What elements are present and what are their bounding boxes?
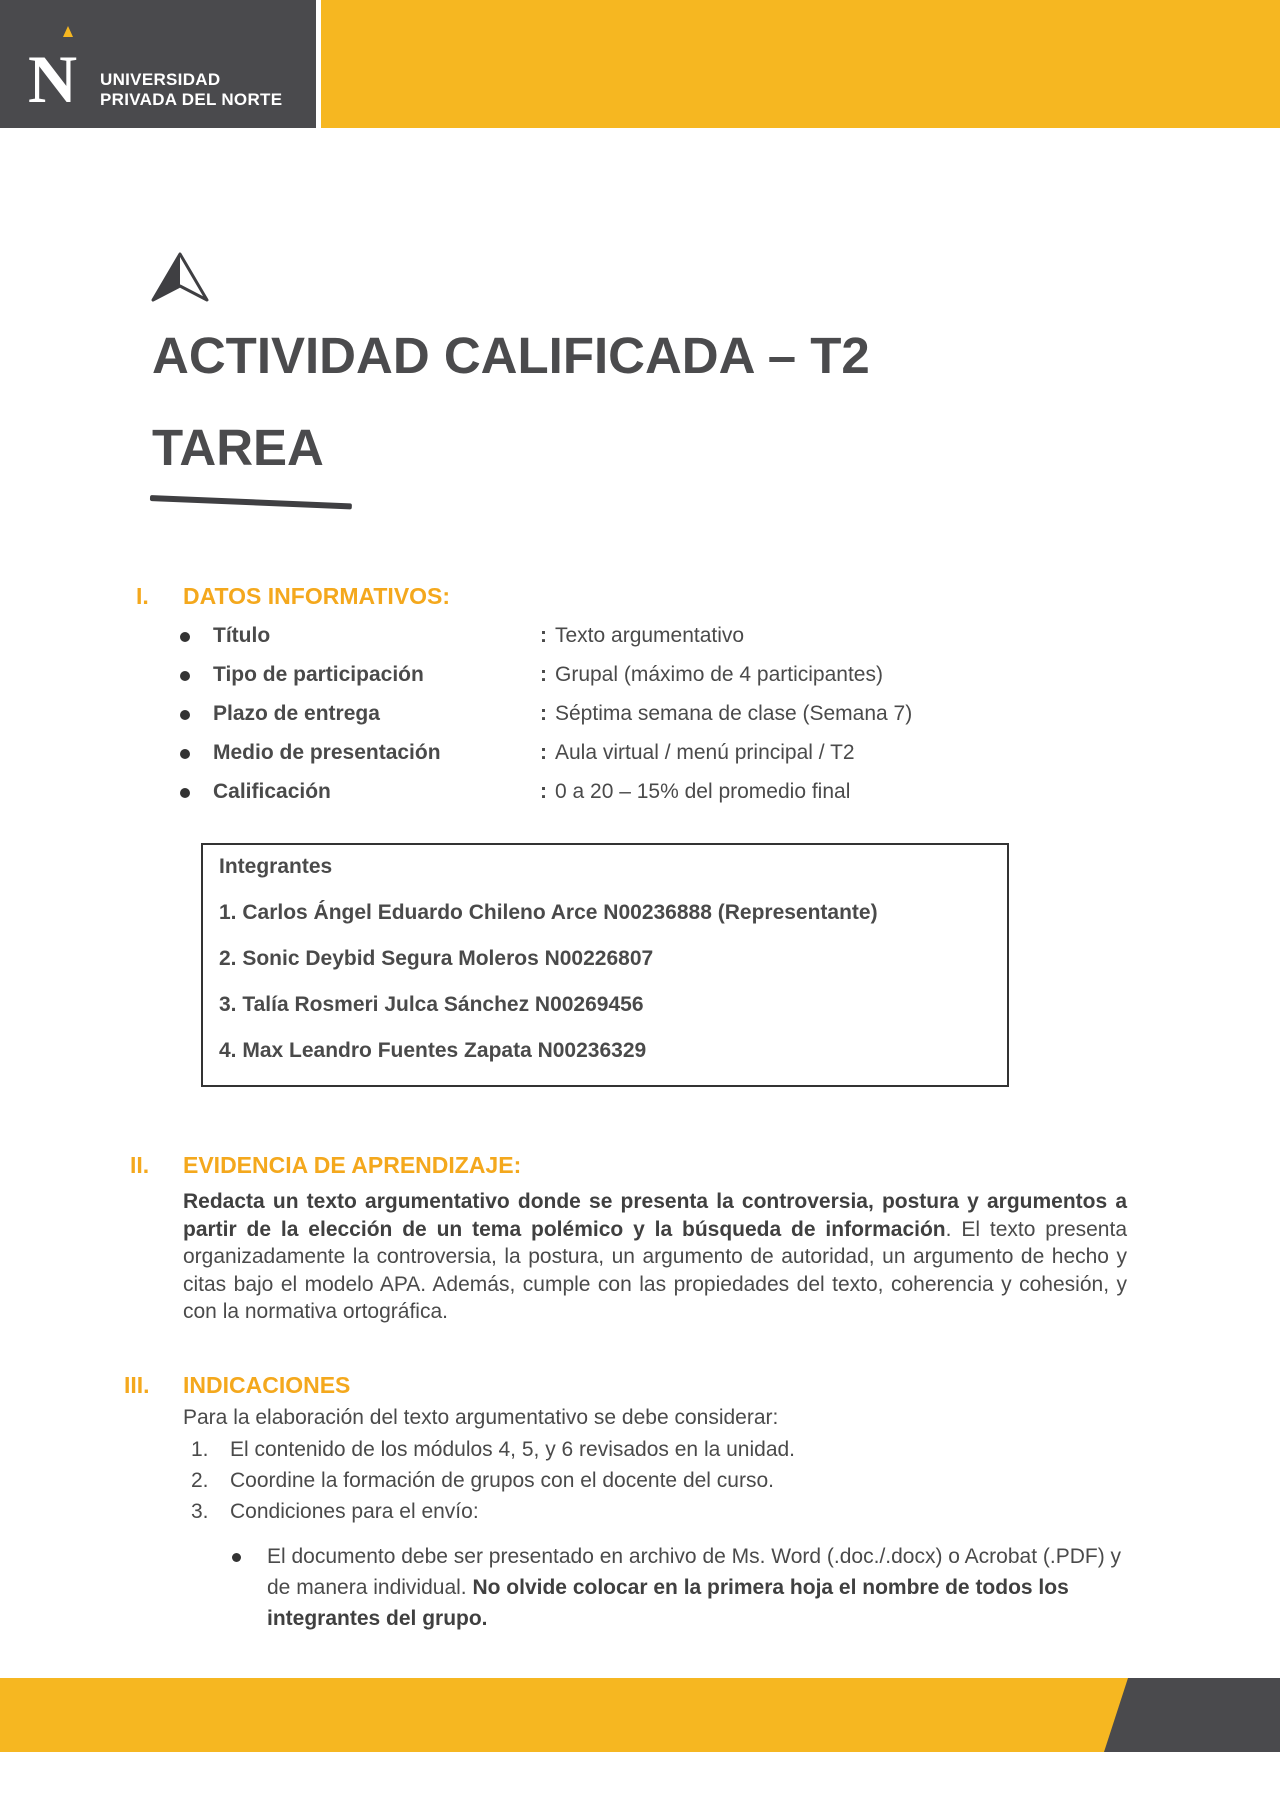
members-box [201, 843, 1009, 1087]
bullet-icon [180, 671, 190, 681]
info-value: Aula virtual / menú principal / T2 [555, 741, 855, 764]
evidence-text: . El texto presenta organizadamente la controversia, la postura, un argumento de autoridad, un argumento de hecho y citas bajo el modelo APA. Además, cumple con las propiedades del texto, coherencia y cohesión, y con la normativa ortográfica. [183, 1217, 1127, 1323]
section-3-number: III. [124, 1372, 150, 1398]
info-value: Texto argumentativo [555, 624, 745, 647]
condition-bold-text: No olvide colocar en la primera hoja el nombre de todos los integrantes del grupo. [267, 1576, 1069, 1630]
brand-line-1: UNIVERSIDAD [100, 70, 221, 89]
indications-intro: Para la elaboración del texto argumentativo se debe considerar: [183, 1406, 779, 1429]
list-number: 1. [191, 1438, 209, 1461]
member-item: 2. Sonic Deybid Segura Moleros N00226807 [219, 947, 654, 970]
info-row-plazo [180, 702, 1080, 730]
bullet-icon [232, 1553, 241, 1562]
submission-condition [232, 1541, 1128, 1634]
evidence-paragraph [183, 1188, 1127, 1326]
info-colon: : [540, 663, 547, 686]
bullet-icon [180, 632, 190, 642]
title-underline [150, 495, 352, 509]
info-label: Calificación [213, 780, 331, 803]
brand-line-2: PRIVADA DEL NORTE [100, 90, 283, 109]
member-item: 3. Talía Rosmeri Julca Sánchez N00269456 [219, 993, 644, 1016]
info-row-tipo [180, 663, 1080, 691]
info-value: 0 a 20 – 15% del promedio final [555, 780, 851, 803]
header-accent-bar [321, 0, 1280, 128]
info-colon: : [540, 741, 547, 764]
section-1-heading: DATOS INFORMATIVOS: [183, 583, 451, 609]
bullet-icon [180, 788, 190, 798]
info-colon: : [540, 702, 547, 725]
page-subtitle: TAREA [152, 419, 324, 476]
info-colon: : [540, 780, 547, 803]
members-heading: Integrantes [219, 855, 333, 878]
section-2-number: II. [130, 1152, 150, 1178]
svg-text:N: N [28, 41, 78, 106]
bullet-icon [180, 710, 190, 720]
upn-logo-icon [28, 26, 88, 106]
info-row-medio [180, 741, 1080, 769]
info-row-titulo [180, 624, 1080, 652]
triangle-arrow-icon [151, 252, 209, 302]
list-text: Coordine la formación de grupos con el docente del curso. [230, 1469, 774, 1492]
section-3-heading: INDICACIONES [183, 1372, 351, 1398]
info-label: Tipo de participación [213, 663, 424, 686]
brand-name [100, 70, 282, 110]
info-label: Medio de presentación [213, 741, 441, 764]
evidence-bold-text: Redacta un texto argumentativo donde se presenta la controversia, postura y argumentos a partir de la elección de un tema polémico y la búsqueda de información [183, 1190, 1127, 1241]
condition-text: El documento debe ser presentado en archivo de Ms. Word (.doc./.docx) o Acrobat (.PDF) y de manera individual. [267, 1545, 1122, 1599]
info-label: Título [213, 624, 271, 647]
member-item: 1. Carlos Ángel Eduardo Chileno Arce N00236888 (Representante) [219, 901, 878, 924]
list-number: 2. [191, 1469, 209, 1492]
info-colon: : [540, 624, 547, 647]
info-value: Grupal (máximo de 4 participantes) [555, 663, 883, 686]
info-value: Séptima semana de clase (Semana 7) [555, 702, 913, 725]
section-1-number: I. [136, 583, 149, 609]
list-text: El contenido de los módulos 4, 5, y 6 revisados en la unidad. [230, 1438, 796, 1461]
bullet-icon [180, 749, 190, 759]
footer-dark-block [1104, 1678, 1280, 1752]
member-item: 4. Max Leandro Fuentes Zapata N00236329 [219, 1039, 647, 1062]
footer-accent-bar [0, 1678, 1280, 1752]
section-2-heading: EVIDENCIA DE APRENDIZAJE: [183, 1152, 522, 1178]
info-row-calificacion [180, 780, 1080, 808]
info-label: Plazo de entrega [213, 702, 380, 725]
list-number: 3. [191, 1500, 209, 1523]
page-title: ACTIVIDAD CALIFICADA – T2 [152, 327, 870, 384]
list-text: Condiciones para el envío: [230, 1500, 479, 1523]
